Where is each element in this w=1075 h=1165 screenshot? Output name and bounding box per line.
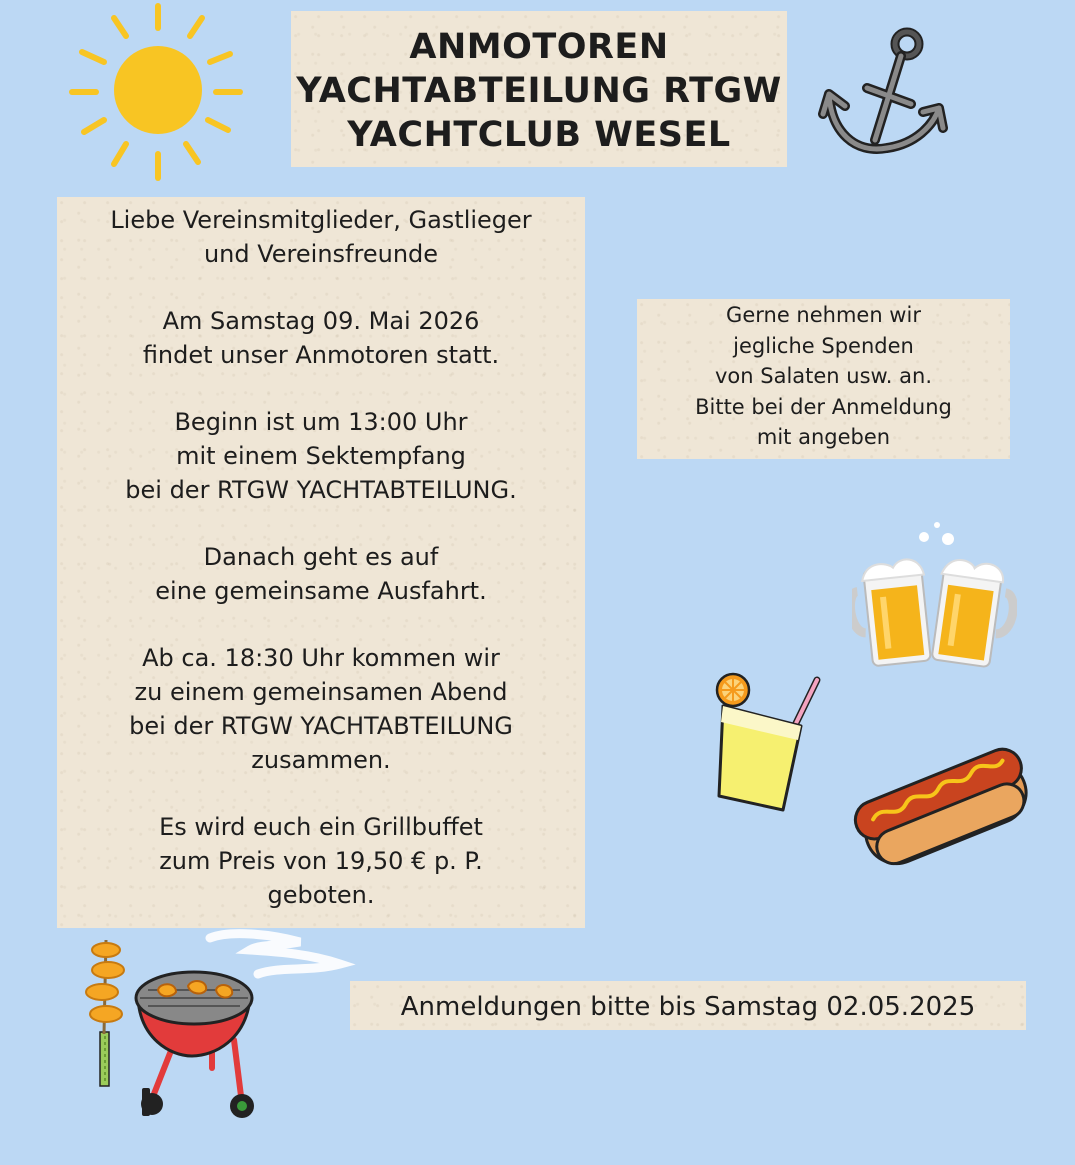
evening-line-3: bei der RTGW YACHTABTEILUNG bbox=[129, 712, 513, 740]
title-line-2: YACHTABTEILUNG RTGW bbox=[296, 71, 782, 111]
date-line-2: findet unser Anmotoren statt. bbox=[142, 341, 500, 369]
evening-line-2: zu einem gemeinsamen Abend bbox=[134, 678, 508, 706]
title-box bbox=[291, 11, 787, 167]
main-info-box bbox=[57, 197, 585, 928]
deadline-box bbox=[350, 981, 1026, 1030]
buffet-line-2: zum Preis von 19,50 € p. P. bbox=[159, 847, 483, 875]
title-line-3: YACHTCLUB WESEL bbox=[347, 115, 731, 155]
start-line-3: bei der RTGW YACHTABTEILUNG. bbox=[125, 476, 517, 504]
date-line-1: Am Samstag 09. Mai 2026 bbox=[162, 307, 480, 335]
evening-line-1: Ab ca. 18:30 Uhr kommen wir bbox=[142, 644, 500, 672]
lemonade-icon bbox=[705, 668, 825, 818]
greeting-line-2: und Vereinsfreunde bbox=[203, 240, 439, 268]
sun-icon bbox=[62, 0, 272, 190]
trip-line-2: eine gemeinsame Ausfahrt. bbox=[155, 577, 487, 605]
donation-note-box bbox=[637, 299, 1010, 459]
anchor-icon bbox=[815, 22, 955, 172]
trip-line-1: Danach geht es auf bbox=[203, 543, 439, 571]
beer-mugs-icon bbox=[852, 515, 1017, 675]
deadline-text: Anmeldungen bitte bis Samstag 02.05.2025 bbox=[400, 992, 976, 1022]
greeting-line-1: Liebe Vereinsmitglieder, Gastlieger bbox=[110, 206, 532, 234]
donation-line-4: Bitte bei der Anmeldung bbox=[695, 394, 952, 419]
hotdog-icon bbox=[852, 738, 1037, 873]
donation-line-1: Gerne nehmen wir bbox=[726, 303, 921, 327]
evening-line-4: zusammen. bbox=[251, 746, 391, 774]
donation-line-2: jegliche Spenden bbox=[733, 333, 914, 358]
donation-line-3: von Salaten usw. an. bbox=[714, 364, 932, 388]
start-line-2: mit einem Sektempfang bbox=[176, 442, 466, 470]
buffet-line-1: Es wird euch ein Grillbuffet bbox=[159, 813, 483, 841]
donation-line-5: mit angeben bbox=[756, 425, 891, 449]
title-line-1: ANMOTOREN bbox=[409, 27, 669, 67]
buffet-line-3: geboten. bbox=[267, 881, 375, 909]
grill-icon bbox=[130, 928, 380, 1128]
start-line-1: Beginn ist um 13:00 Uhr bbox=[174, 408, 468, 436]
